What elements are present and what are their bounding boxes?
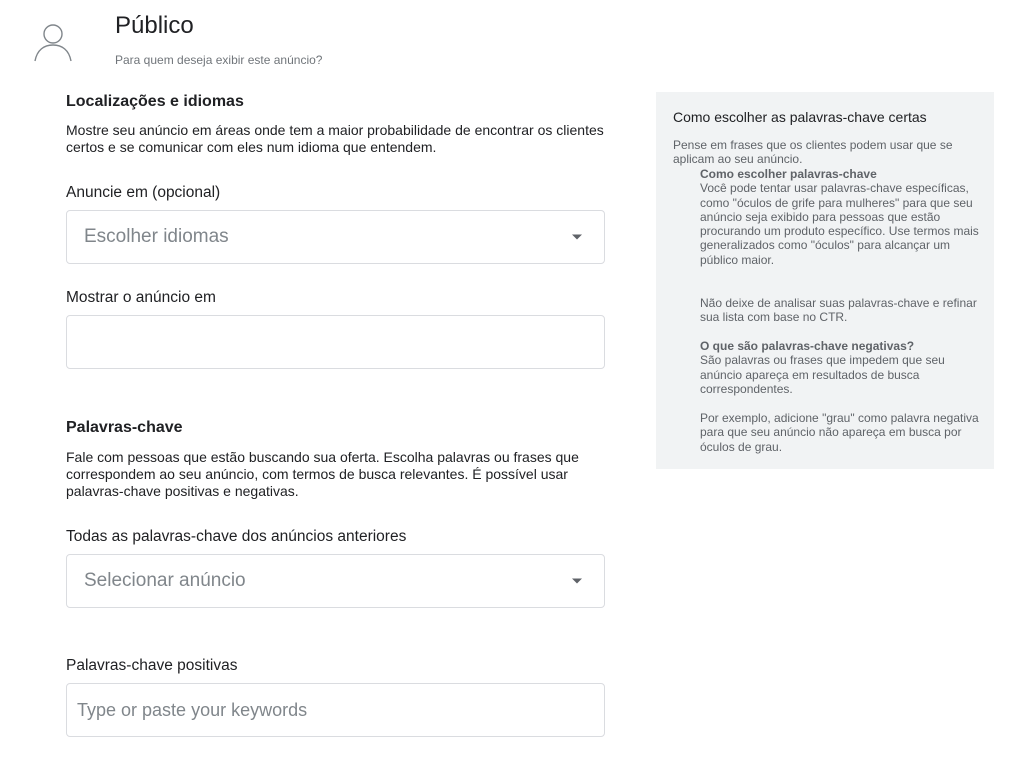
person-icon bbox=[34, 22, 72, 62]
keywords-heading: Palavras-chave bbox=[66, 419, 183, 436]
help-intro: Pense em frases que os clientes podem usar que se aplicam ao seu anúncio. bbox=[673, 138, 953, 166]
help-panel bbox=[656, 92, 994, 469]
show-in-field[interactable] bbox=[66, 315, 605, 369]
caret-down-icon bbox=[572, 235, 582, 240]
help-block-ctr bbox=[700, 296, 985, 325]
help-block-example-text: Por exemplo, adicione "grau" como palavra negativa para que seu anúncio não apareça em busca por óculos de grau. bbox=[700, 411, 979, 454]
previous-ad-select-value: Selecionar anúncio bbox=[84, 570, 246, 591]
help-block-choose-text: Você pode tentar usar palavras-chave específicas, como "óculos de grife para mulheres" para que seu anúncio seja exibido para pessoas que estão procurando um produto específico. Use termos mais generalizados como "óculos" para alcançar um público maior. bbox=[700, 181, 979, 267]
previous-keywords-label: Todas as palavras-chave dos anúncios anteriores bbox=[66, 528, 407, 545]
positive-keywords-label: Palavras-chave positivas bbox=[66, 657, 238, 674]
help-block-choose-title: Como escolher palavras-chave bbox=[700, 167, 877, 181]
language-select-value: Escolher idiomas bbox=[84, 226, 229, 247]
help-block-example bbox=[700, 411, 985, 454]
keywords-description: Fale com pessoas que estão buscando sua oferta. Escolha palavras ou frases que correspondem ao seu anúncio, com termos de busca relevantes. É possível usar palavras-chave positivas e negativas. bbox=[66, 449, 579, 499]
positive-keywords-field[interactable] bbox=[66, 683, 605, 737]
page-subtitle: Para quem deseja exibir este anúncio? bbox=[115, 53, 323, 67]
help-title: Como escolher as palavras-chave certas bbox=[673, 109, 927, 125]
positive-keywords-input[interactable] bbox=[77, 684, 592, 736]
help-block-negative-title: O que são palavras-chave negativas? bbox=[700, 339, 915, 353]
show-in-label: Mostrar o anúncio em bbox=[66, 289, 216, 306]
language-label: Anuncie em (opcional) bbox=[66, 184, 221, 201]
help-block-choose bbox=[700, 167, 985, 267]
help-block-negative bbox=[700, 339, 985, 396]
locations-heading: Localizações e idiomas bbox=[66, 93, 244, 110]
help-block-negative-text: São palavras ou frases que impedem que seu anúncio apareça em resultados de busca correspondentes. bbox=[700, 353, 945, 396]
language-select[interactable] bbox=[66, 210, 605, 264]
previous-ad-select[interactable] bbox=[66, 554, 605, 608]
locations-description: Mostre seu anúncio em áreas onde tem a maior probabilidade de encontrar os clientes certos e se comunicar com eles num idioma que entendem. bbox=[66, 122, 604, 155]
caret-down-icon bbox=[572, 579, 582, 584]
page-header bbox=[0, 0, 1024, 80]
page-title: Público bbox=[115, 12, 194, 39]
help-block-ctr-text: Não deixe de analisar suas palavras-chave e refinar sua lista com base no CTR. bbox=[700, 296, 977, 325]
